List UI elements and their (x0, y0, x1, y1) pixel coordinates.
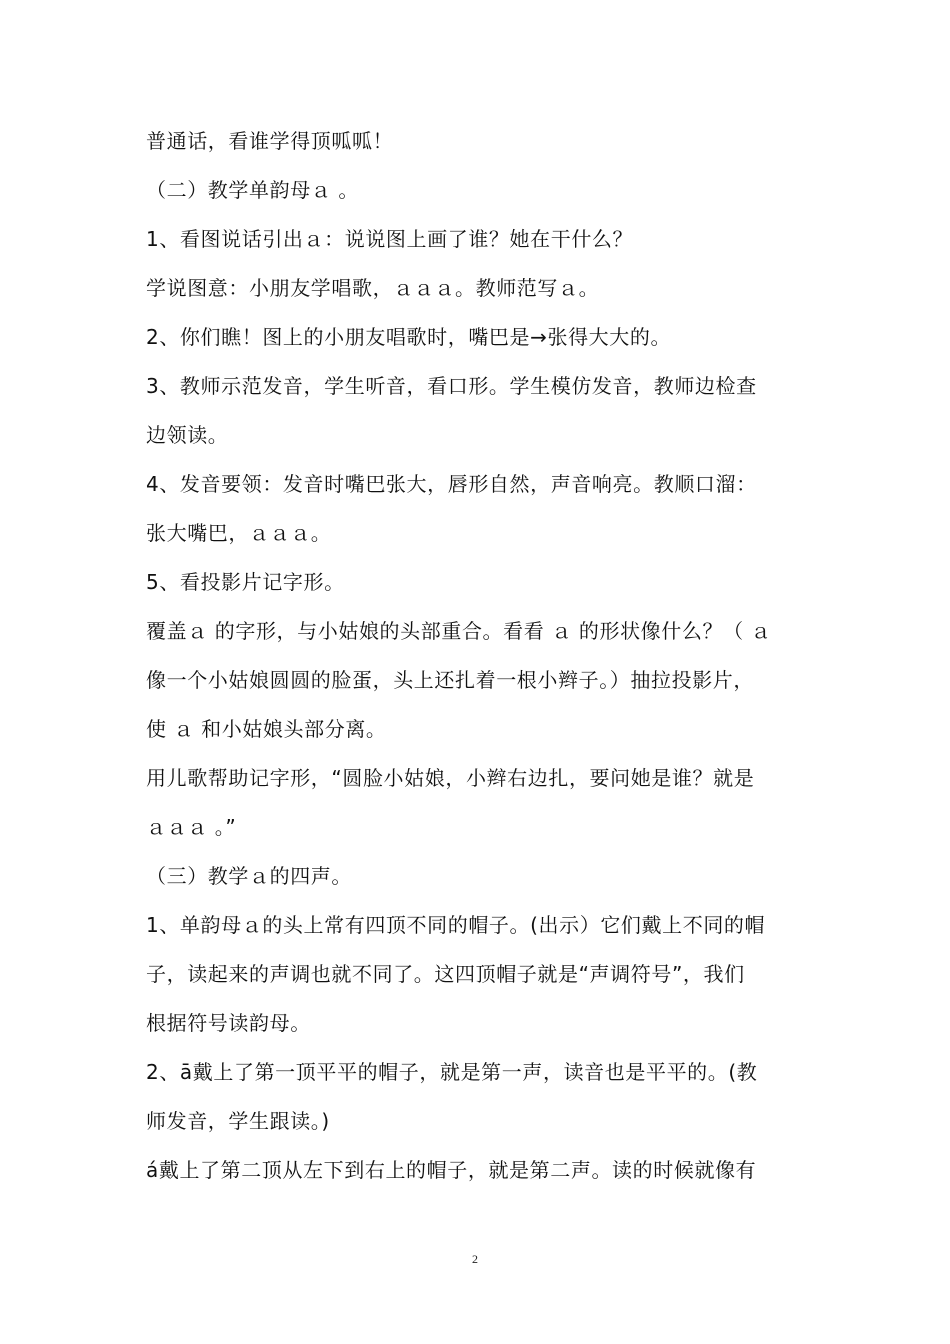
text-line: 像一个小姑娘圆圆的脸蛋，头上还扎着一根小辫子。）抽拉投影片， (146, 668, 754, 692)
text-line: 4、发音要领：发音时嘴巴张大，唇形自然，声音响亮。教顺口溜： (146, 472, 757, 496)
body-text (146, 117, 806, 1195)
text-line: 5、看投影片记字形。 (146, 570, 345, 594)
text-line: 张大嘴巴，ａａａ。 (146, 521, 332, 545)
text-line: 边领读。 (146, 423, 229, 447)
text-line: 师发音，学生跟读。) (146, 1109, 330, 1133)
text-line: 根据符号读韵母。 (146, 1011, 311, 1035)
text-line: 2、ā戴上了第一顶平平的帽子，就是第一声，读音也是平平的。(教 (146, 1060, 758, 1084)
text-line: 2、你们瞧！图上的小朋友唱歌时，嘴巴是→张得大大的。 (146, 325, 672, 349)
section-heading: （三）教学ａ的四声。 (146, 864, 352, 888)
text-line: ａａａ 。” (146, 815, 237, 839)
text-line: 学说图意：小朋友学唱歌，ａａａ。教师范写ａ。 (146, 276, 600, 300)
text-line: 1、单韵母ａ的头上常有四顶不同的帽子。(出示）它们戴上不同的帽 (146, 913, 766, 937)
text-line: á戴上了第二顶从左下到右上的帽子，就是第二声。读的时候就像有 (146, 1158, 757, 1182)
text-line: 普通话，看谁学得顶呱呱！ (146, 129, 394, 153)
text-line: 用儿歌帮助记字形，“圆脸小姑娘，小辫右边扎，要问她是谁？就是 (146, 766, 755, 790)
text-line: 使 ａ 和小姑娘头部分离。 (146, 717, 387, 741)
text-line: 覆盖ａ 的字形，与小姑娘的头部重合。看看 ａ 的形状像什么？（ ａ (146, 619, 772, 643)
section-heading: （二）教学单韵母ａ 。 (146, 178, 359, 202)
text-line: 3、教师示范发音，学生听音，看口形。学生模仿发音，教师边检查 (146, 374, 757, 398)
page-number: 2 (472, 1252, 478, 1266)
text-line: 1、看图说话引出ａ：说说图上画了谁？她在干什么？ (146, 227, 634, 251)
text-line: 子，读起来的声调也就不同了。这四顶帽子就是“声调符号”，我们 (146, 962, 745, 986)
